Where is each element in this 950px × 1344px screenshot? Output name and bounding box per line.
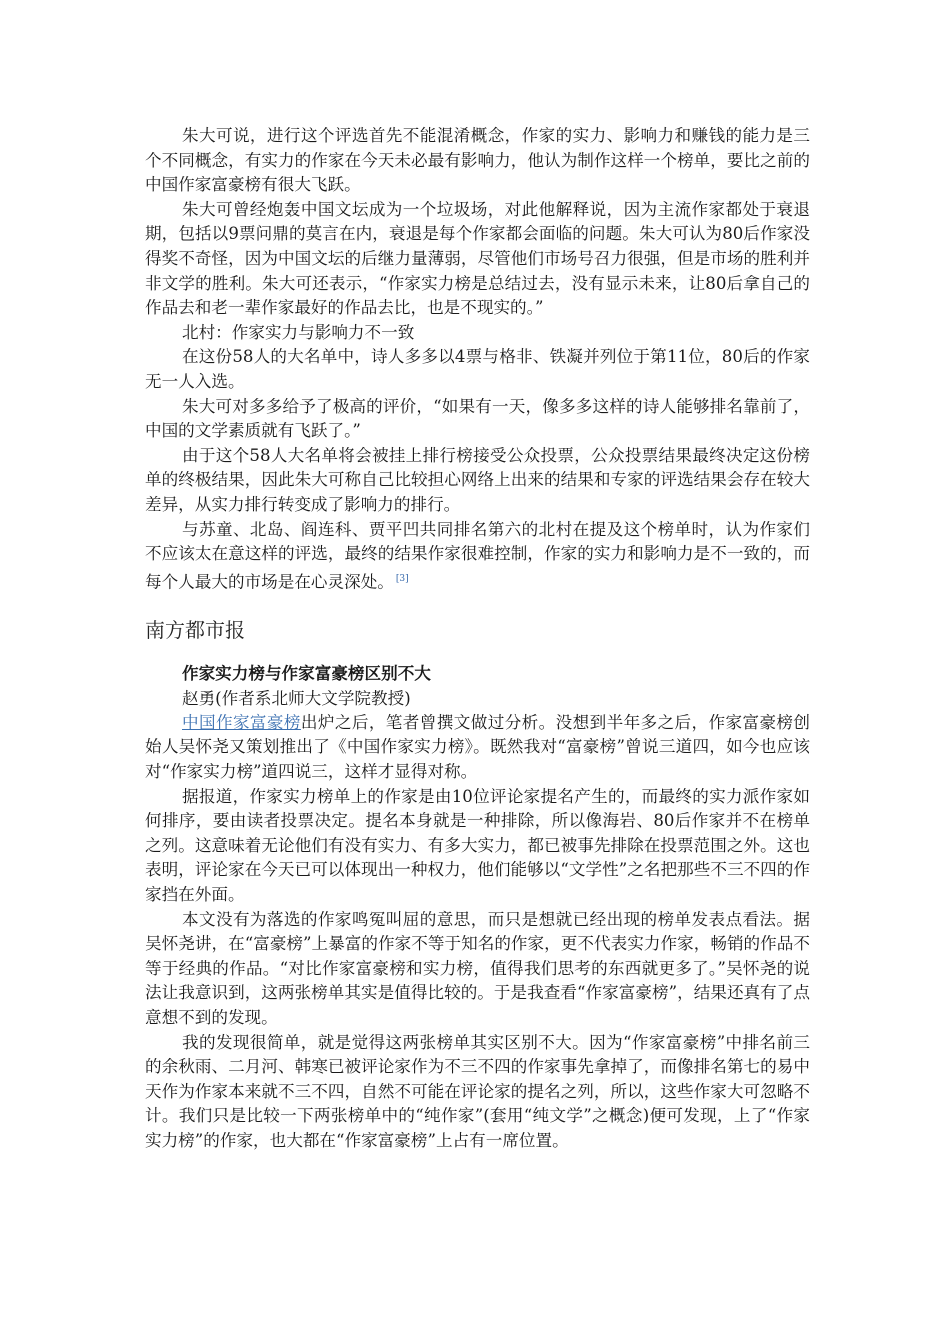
- article-title: 作家实力榜与作家富豪榜区别不大: [182, 663, 431, 683]
- paragraph-1: 朱大可说，进行这个评选首先不能混淆概念，作家的实力、影响力和赚钱的能力是三个不同概念，有实力的作家在今天未必最有影响力，他认为制作这样一个榜单，要比之前的中国作家富豪榜有很大飞跃。: [145, 126, 810, 195]
- paragraph-2: 朱大可曾经炮轰中国文坛成为一个垃圾场，对此他解释说，因为主流作家都处于衰退期，包括以9票问鼎的莫言在内，衰退是每个作家都会面临的问题。朱大可认为80后作家没得奖不奇怪，因为中国文坛的后继力量薄弱，尽管他们市场号召力很强，但是市场的胜利并非文学的胜利。朱大可还表示，“作家实力榜是总结过去，没有显示未来，让80后拿自己的作品去和老一辈作家最好的作品去比，也是不现实的。”: [145, 199, 810, 318]
- paragraph-6: [145, 518, 810, 595]
- wealth-list-link[interactable]: 中国作家富豪榜: [182, 712, 301, 732]
- article-paragraph-1: [145, 711, 810, 785]
- paragraph-5: 由于这个58人大名单将会被挂上排行榜接受公众投票，公众投票结果最终决定这份榜单的终极结果，因此朱大可称自己比较担心网络上出来的结果和专家的评选结果会存在较大差异，从实力排行转变成了影响力的排行。: [145, 445, 810, 514]
- article-paragraph-2: 据报道，作家实力榜单上的作家是由10位评论家提名产生的，而最终的实力派作家如何排序，要由读者投票决定。提名本身就是一种排除，所以像海岩、80后作家并不在榜单之列。这意味着无论他们有没有实力、有多大实力，都已被事先排除在投票范围之外。这也表明，评论家在今天已可以体现出一种权力，他们能够以“文学性”之名把那些不三不四的作家挡在外面。: [145, 786, 810, 904]
- section-heading: 南方都市报: [145, 617, 245, 642]
- subheading-beicun: 北村：作家实力与影响力不一致: [182, 322, 415, 342]
- paragraph-3: 在这份58人的大名单中，诗人多多以4票与格非、铁凝并列位于第11位，80后的作家无一人入选。: [145, 347, 810, 391]
- reference-link[interactable]: [3]: [395, 573, 409, 584]
- paragraph-6-text: 与苏童、北岛、阎连科、贾平凹共同排名第六的北村在提及这个榜单时，认为作家们不应该太在意这样的评选，最终的结果作家很难控制，作家的实力和影响力是不一致的，而每个人最大的市场是在心灵深处。: [145, 519, 810, 592]
- paragraph-4: 朱大可对多多给予了极高的评价，“如果有一天，像多多这样的诗人能够排名靠前了，中国的文学素质就有飞跃了。”: [145, 396, 810, 441]
- article-paragraph-3: 本文没有为落选的作家鸣冤叫屈的意思，而只是想就已经出现的榜单发表点看法。据吴怀尧讲，在“富豪榜”上暴富的作家不等于知名的作家，更不代表实力作家，畅销的作品不等于经典的作品。“对比作家富豪榜和实力榜，值得我们思考的东西就更多了。”吴怀尧的说法让我意识到，这两张榜单其实是值得比较的。于是我查看“作家富豪榜”，结果还真有了点意想不到的发现。: [145, 909, 810, 1027]
- document-page: [145, 124, 810, 1154]
- article-paragraph-4: 我的发现很简单，就是觉得这两张榜单其实区别不大。因为“作家富豪榜”中排名前三的余秋雨、二月河、韩寒已被评论家作为不三不四的作家事先拿掉了，而像排名第七的易中天作为作家本来就不三不四，自然不可能在评论家的提名之列，所以，这些作家大可忽略不计。我们只是比较一下两张榜单中的“纯作家”(套用“纯文学”之概念)便可发现，上了“作家实力榜”的作家，也大都在“作家富豪榜”上占有一席位置。: [145, 1032, 810, 1150]
- article-author: 赵勇(作者系北师大文学院教授): [182, 688, 411, 708]
- article-paragraph-1-text: 出炉之后，笔者曾撰文做过分析。没想到半年多之后，作家富豪榜创始人吴怀尧又策划推出了《中国作家实力榜》。既然我对“富豪榜”曾说三道四，如今也应该对“作家实力榜”道四说三，这样才显得对称。: [145, 712, 811, 781]
